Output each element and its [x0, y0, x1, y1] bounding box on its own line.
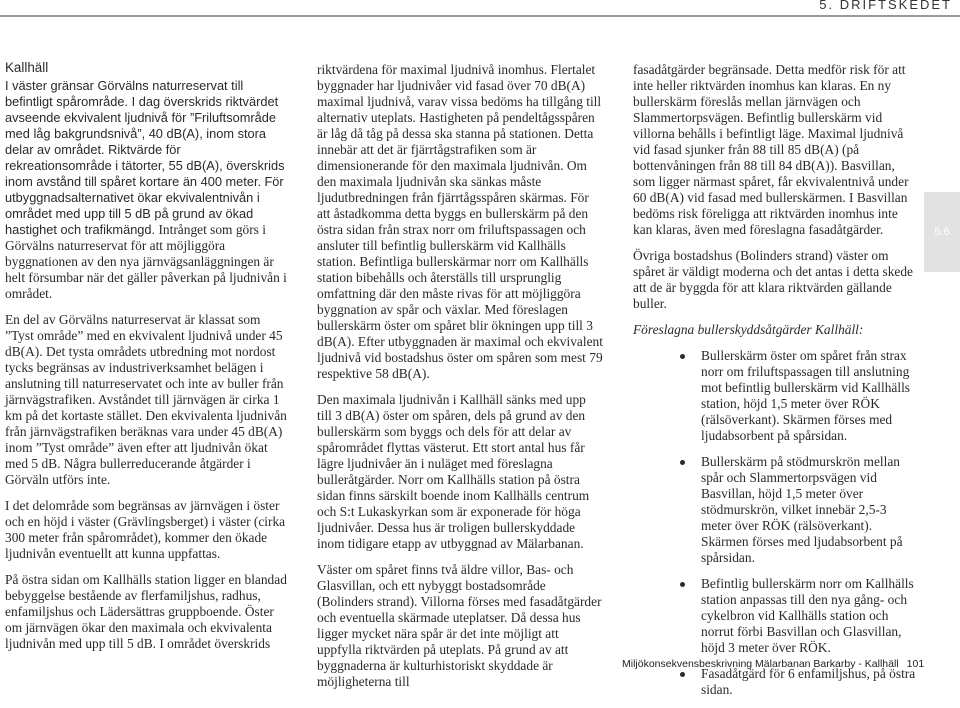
paragraph: I det delområde som begränsas av järnvägen i öster och en höjd i väster (Grävlingsberget) i väster (cirka 300 meter från spårområdet), kommer den ökade ljudnivån eventuellt att kunna uppfattas.: [5, 498, 286, 561]
header-rule: [0, 15, 960, 17]
paragraph: Väster om spåret finns två äldre villor, Bas- och Glasvillan, och ett nybyggt bostadsområde (Bolinders strand). Villorna förses med fasadåtgärder och eventuella skärmade uteplatser. Då dessa hus ligger mycket nära spår är det inte möjligt att uppfylla riktvärden på uteplats. På grund av att byggnaderna är kulturhistoriskt skyddade är möjligheterna till: [317, 562, 602, 689]
text-span: I väster gränsar Görvälns naturreservat till befintligt spårområde. I dag överskrids riktvärdet avseende ekvivalent ljudnivå för ”Friluftsområde med låg bakgrundsnivå”, 40 dB(A), inom stora delar av området. Riktvärde för rekreationsområde i tätorter, 55 dB(A), överskrids inom avstånd till spåret kortare än 400 meter.: [5, 78, 285, 189]
text-span: Det tysta områdets utbredning mot nordost tycks begränsas av industriverksamhet belägen i anslutning till naturreservatet och inte av buller från järnvägstrafiken.: [5, 344, 284, 407]
list-title: Föreslagna bullerskyddsåtgärder Kallhäll:: [633, 322, 864, 337]
list-item: Bullerskärm öster om spåret från strax norr om friluftspassagen till anslutning mot befintlig bullerskärm vid Kallhälls station, höjd 1,5 meter över RÖK (rälsöverkant). Skärmen förses med ljudabsorbent på spårsidan.: [633, 348, 916, 444]
measures-list: [633, 348, 916, 698]
section-tab: 5.6: [924, 192, 960, 272]
paragraph: Den maximala ljudnivån i Kallhäll sänks med upp till 3 dB(A) öster om spåren, dels på grund av den bullerskärm som byggs och dels för att delar av spårområdet flyttas västerut. Ett stort antal hus får lägre ljudnivåer än i nuläget med föreslagna bulleråtgärder. Norr om Kallhälls station på östra sidan finns särskilt boende inom Kallhälls centrum och S:t Lukaskyrkan som är exponerade för höga ljudnivåer. Dessa hus är troligen bullerskyddade inom tidigare etapp av utbyggnad av Mälarbanan.: [317, 392, 590, 551]
list-item: Bullerskärm på stödmurskrön mellan spår och Slammertorpsvägen vid Basvillan, höjd 1,5 meter över stödmurskrön, vilket innebär 2,5-3 meter över RÖK (rälsöverkant). Skärmen förses med ljudabsorbent på spårsidan.: [633, 454, 916, 566]
text-span: För utbyggnadsalternativet ökar ekvivalentnivån i området med upp till 5 dB på grund av ökad hastighet och trafikmängd.: [5, 174, 284, 237]
section-heading: Kallhäll: [5, 60, 49, 75]
text-span: Intrånget som görs i Görvälns naturreservat för att möjliggöra byggnationen av den nya järnvägsanläggningen är helt försumbar när det gäller påverkan på ljudnivån i området.: [5, 222, 287, 301]
text-column-3: [633, 62, 916, 708]
footer-title: Miljökonsekvensbeskrivning Mälarbanan Barkarby - Kallhäll: [622, 658, 899, 670]
page-number: 101: [906, 658, 925, 670]
page-footer: [622, 658, 924, 670]
text-span: Avståndet till järnvägen är cirka 1 km på det kortaste stället. Den ekvivalenta ljudnivån från järnvägstrafiken beräknas vara under 45 dB(A) inom ”Tyst område” även efter att ljudnivån ökat med 5 dB. Några bullerreducerande åtgärder i Görväln utförs inte.: [5, 392, 287, 487]
text-column-1: [5, 60, 288, 662]
paragraph: [5, 312, 288, 488]
paragraph: fasadåtgärder begränsade. Detta medför risk för att inte heller riktvärden inomhus kan klaras. En ny bullerskärm föreslås mellan järnvägen och Slammertorpsvägen. Befintlig bullerskärm vid villorna behålls i befintligt läge. Maximal ljudnivå vid fasad sjunker från 88 till 85 dB(A) (på bottenvåningen från 88 till 84 dB(A)). Basvillan, som ligger närmast spåret, får ekvivalentnivå under 60 dB(A) vid fasad med bullerskärmen. I Basvillan bedöms risk föreligga att riktvärden inomhus inte kan klaras, även med föreslagna fasadåtgärder.: [633, 62, 909, 237]
paragraph: Övriga bostadshus (Bolinders strand) väster om spåret är väldigt moderna och det antas i detta skede att de är byggda för att klara riktvärden gällande buller.: [633, 248, 913, 311]
text-span: En del av Görvälns naturreservat är klassat som ”Tyst område” med en ekvivalent ljudnivå under 45 dB(A).: [5, 312, 283, 359]
chapter-header: 5. DRIFTSKEDET: [819, 0, 952, 12]
paragraph: På östra sidan om Kallhälls station ligger en blandad bebyggelse bestående av flerfamiljshus, radhus, enfamiljshus och Lädersättras gruppboende. Öster om järnvägen ökar den maximala och ekvivalenta ljudnivån med upp till 5 dB. I området överskrids: [5, 572, 287, 651]
paragraph: riktvärdena för maximal ljudnivå inomhus. Flertalet byggnader har ljudnivåer vid fasad över 70 dB(A) maximal ljudnivå, varav vissa bedöms ha tillgång till alternativ uteplats. Hastigheten på pendeltågsspåren är låg då tåg på dessa ska stanna på stationen. Detta innebär att det är fjärrtågstrafiken som är dimensionerande för den maximala ljudnivån. Om den maximala ljudnivån ska sänkas måste ljudutbredningen från fjärrtågsspåren skärmas. För att åstadkomma detta byggs en bullerskärm på den östra sidan från strax norr om friluftspassagen och ansluter till befintlig bullerskärm vid Kallhälls station. Befintliga bullerskärmar norr om Kallhälls station bibehålls och återställs till ursprunglig omfattning där den måste rivas för att möjliggöra byggnation av spår och växlar. Med föreslagen bullerskärm öster om spåret blir ökningen upp till 3 dB(A). Efter utbyggnaden är maximal och ekvivalent ljudnivå vid bostadshus öster om spåren som mest 79 respektive 58 dB(A).: [317, 62, 603, 381]
paragraph: [5, 78, 288, 302]
list-item: Befintlig bullerskärm norr om Kallhälls station anpassas till den nya gång- och cykelbron vid Kallhälls station och norrut förbi Basvillan och Glasvillan, höjd 3 meter över RÖK.: [633, 576, 916, 656]
list-item: Fasadåtgärd för 6 enfamiljshus, på östra sidan.: [633, 666, 916, 698]
text-column-2: [317, 62, 604, 700]
